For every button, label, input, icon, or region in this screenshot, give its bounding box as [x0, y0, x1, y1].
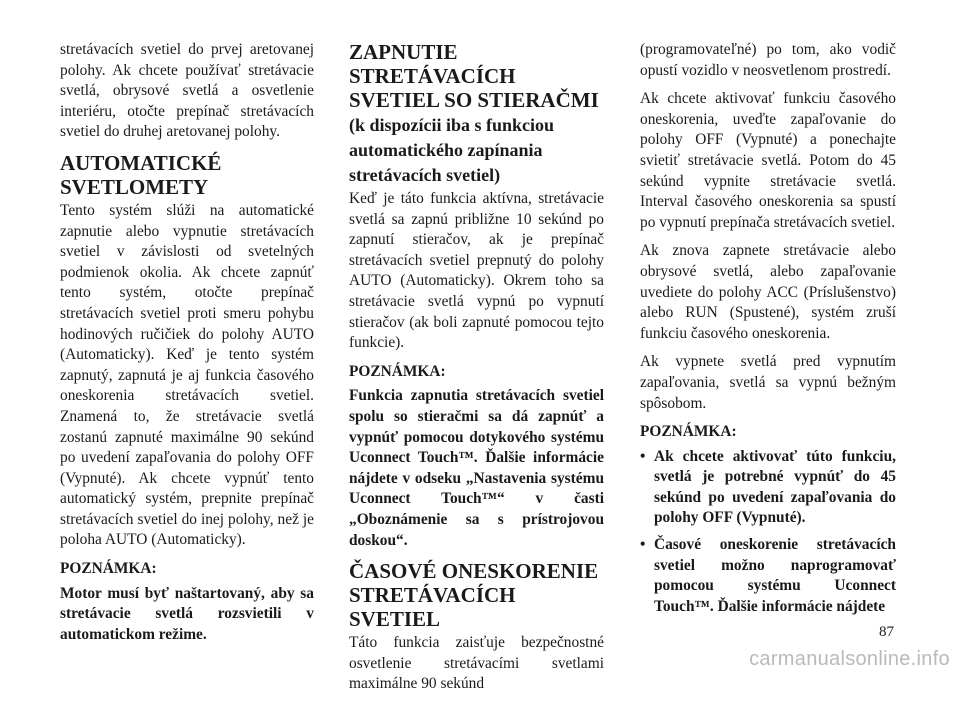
note-label: POZNÁMKA: — [349, 362, 446, 380]
heading-main: ZAPNUTIE STRETÁVACÍCH SVETIEL SO STIERAČMI — [349, 40, 599, 112]
paragraph-continuation: stretávacích svetiel do prvej aretovanej polohy. Ak chcete používať stretávacie svetlá, obrysové svetlá a osvetlenie interiéru, otočte prepínač stretávacích svetiel do druhej aretovanej polohy. — [60, 41, 314, 141]
column-right — [640, 40, 896, 623]
watermark: carmanualsonline.info — [749, 648, 950, 670]
note-bullet-item: • Časové oneskorenie stretávacích svetiel možno naprogramovať pomocou systému Uconnect Touch™. Ďalšie informácie nájdete — [640, 535, 896, 617]
paragraph-headlight-delay: Táto funkcia zaisťuje bezpečnostné osvetlenie stretávacími svetlami maximálne 90 sekúnd — [349, 634, 604, 693]
page-number: 87 — [879, 624, 894, 640]
column-middle — [349, 40, 604, 703]
section-heading-wiper-headlights — [349, 40, 604, 187]
note-text: Motor musí byť naštartovaný, aby sa stretávacie svetlá rozsvietili v automatickom režime. — [60, 584, 314, 643]
section-heading-headlight-delay: ČASOVÉ ONESKORENIE STRETÁVACÍCH SVETIEL — [349, 559, 599, 632]
section-heading-automatic-headlights: AUTOMATICKÉ SVETLOMETY — [60, 150, 222, 199]
note-label: POZNÁMKA: — [640, 423, 737, 441]
paragraph-wiper-headlights: Keď je táto funkcia aktívna, stretávacie svetlá sa zapnú približne 10 sekúnd po zapnutí stieračov, ak je prepínač stretávacích svetiel prepnutý do polohy AUTO (Automaticky). Okrem toho sa stretávacie svetlá vypnú po vypnutí stieračov (ak boli zapnuté pomocou tejto funkcie). — [349, 190, 604, 352]
paragraph-activate-delay: Ak chcete aktivovať funkciu časového oneskorenia, uveďte zapaľovanie do polohy OFF (Vypnuté) a ponechajte svietiť stretávacie svetlá. Potom do 45 sekúnd vypnite stretávacie svetlá. Interval časového oneskorenia sa spustí po vypnutí prepínača stretávacích svetiel. — [640, 90, 896, 231]
note-bullet-list — [640, 447, 896, 618]
paragraph-cancel-delay: Ak znova zapnete stretávacie alebo obrysové svetlá, alebo zapaľovanie uvediete do polohy ACC (Príslušenstvo) alebo RUN (Spustené), systém zruší funkciu časového oneskorenia. — [640, 242, 896, 342]
paragraph-automatic-headlights: Tento systém slúži na automatické zapnutie alebo vypnutie stretávacích svetiel v závislosti od svetelných podmienok okolia. Ak chcete zapnúť tento systém, otočte prepínač stretávacích svetiel proti smeru pohybu hodinových ručičiek do polohy AUTO (Automaticky). Keď je tento systém zapnutý, zapnutá je aj funkcia časového oneskorenia stretávacích svetiel. Znamená to, že stretávacie svetlá zostanú zapnuté maximálne 90 sekúnd po uvedení zapaľovania do polohy OFF (Vypnuté). Ak chcete vypnúť tento automatický systém, prepnite prepínač stretávacích svetiel do inej polohy, než je poloha AUTO (Automaticky). — [60, 201, 314, 549]
paragraph-continuation: (programovateľné) po tom, ako vodič opustí vozidlo v neosvetlenom prostredí. — [640, 41, 896, 79]
heading-sub: (k dispozícii iba s funkciou automatického zapínania stretávacích svetiel) — [349, 115, 555, 185]
note-bullet-item: • Ak chcete aktivovať túto funkciu, svetlá je potrebné vypnúť do 45 sekúnd po uvedení zapaľovania do polohy OFF (Vypnuté). — [640, 447, 896, 529]
paragraph-lights-off: Ak vypnete svetlá pred vypnutím zapaľovania, svetlá sa vypnú bežným spôsobom. — [640, 353, 896, 412]
note-text: Funkcia zapnutia stretávacích svetiel spolu so stieračmi sa dá zapnúť a vypnúť pomocou dotykového systému Uconnect Touch™. Ďalšie informácie nájdete v odseku „Nastavenia systému Uconnect Touch™“ v časti „Oboznámenie sa s prístrojovou doskou“. — [349, 387, 604, 549]
column-left — [60, 40, 314, 653]
note-label: POZNÁMKA: — [60, 560, 157, 578]
